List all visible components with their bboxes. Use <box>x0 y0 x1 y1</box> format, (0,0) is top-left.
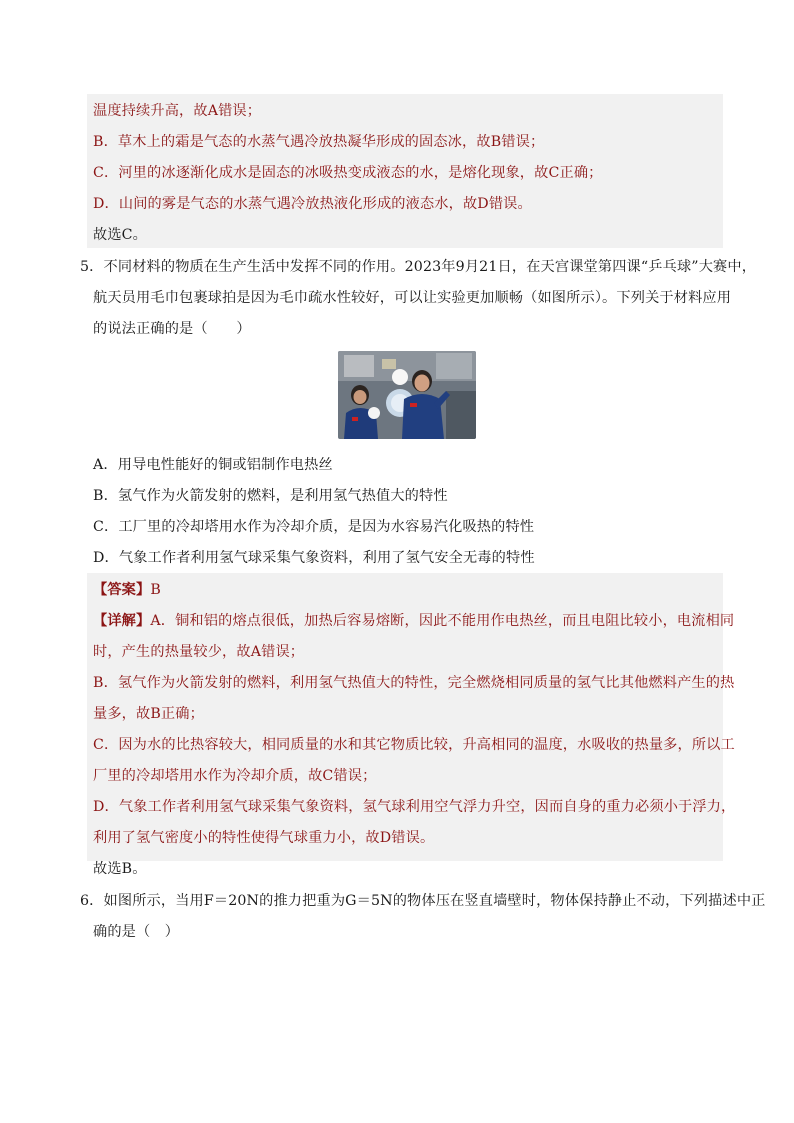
detail-line: 厂里的冷却塔用水作为冷却介质，故C错误； <box>93 768 377 784</box>
astronauts-photo <box>338 351 476 439</box>
detail-line: D．气象工作者利用氢气球采集气象资料，氢气球利用空气浮力升空，因而自身的重力必须小于浮力， <box>93 799 736 815</box>
prev-answer-line: B．草木上的霜是气态的水蒸气遇冷放热凝华形成的固态冰，故B错误； <box>93 134 545 150</box>
detail-line: 时，产生的热量较少，故A错误； <box>93 644 305 660</box>
answer-label: 【答案】 <box>93 582 151 598</box>
question-6-stem: 确的是（ ） <box>93 924 180 940</box>
prev-answer-line: C．河里的冰逐渐化成水是固态的冰吸热变成液态的水，是熔化现象，故C正确； <box>93 165 603 181</box>
detail-line <box>93 611 734 631</box>
answer-value: B <box>150 582 161 598</box>
detail-label: 【详解】 <box>93 613 151 629</box>
detail-text: A．铜和铝的熔点很低，加热后容易熔断，因此不能用作电热丝，而且电阻比较小，电流相同 <box>150 613 735 629</box>
question-5-stem: 5．不同材料的物质在生产生活中发挥不同的作用。2023年9月21日，在天宫课堂第四课“乒乓球”大赛中， <box>80 259 757 275</box>
option-b: B．氢气作为火箭发射的燃料，是利用氢气热值大的特性 <box>93 488 448 504</box>
detail-line: B．氢气作为火箭发射的燃料，利用氢气热值大的特性，完全燃烧相同质量的氢气比其他燃料产生的热 <box>93 675 735 691</box>
option-a: A．用导电性能好的铜或铝制作电热丝 <box>93 457 333 473</box>
option-d: D．气象工作者利用氢气球采集气象资料，利用了氢气安全无毒的特性 <box>93 550 535 566</box>
question-5-stem: 的说法正确的是（ ） <box>93 321 251 337</box>
detail-line: C．因为水的比热容较大，相同质量的水和其它物质比较，升高相同的温度，水吸收的热量多，所以工 <box>93 737 735 753</box>
question-6-stem: 6．如图所示，当用F＝20N的推力把重为G＝5N的物体压在竖直墙壁时，物体保持静止不动，下列描述中正 <box>80 893 766 909</box>
option-c: C．工厂里的冷却塔用水作为冷却介质，是因为水容易汽化吸热的特性 <box>93 519 535 535</box>
answer-line <box>93 580 161 600</box>
answer-conclusion: 故选B。 <box>93 861 147 877</box>
detail-line: 利用了氢气密度小的特性使得气球重力小，故D错误。 <box>93 830 435 846</box>
prev-answer-line: 温度持续升高，故A错误； <box>93 103 262 119</box>
question-5-stem: 航天员用毛巾包裹球拍是因为毛巾疏水性较好，可以让实验更加顺畅（如图所示）。下列关于材料应用 <box>93 290 732 306</box>
detail-line: 量多，故B正确； <box>93 706 204 722</box>
prev-answer-line: D．山间的雾是气态的水蒸气遇冷放热液化形成的液态水，故D错误。 <box>93 196 532 212</box>
prev-answer-conclusion: 故选C。 <box>93 227 148 243</box>
